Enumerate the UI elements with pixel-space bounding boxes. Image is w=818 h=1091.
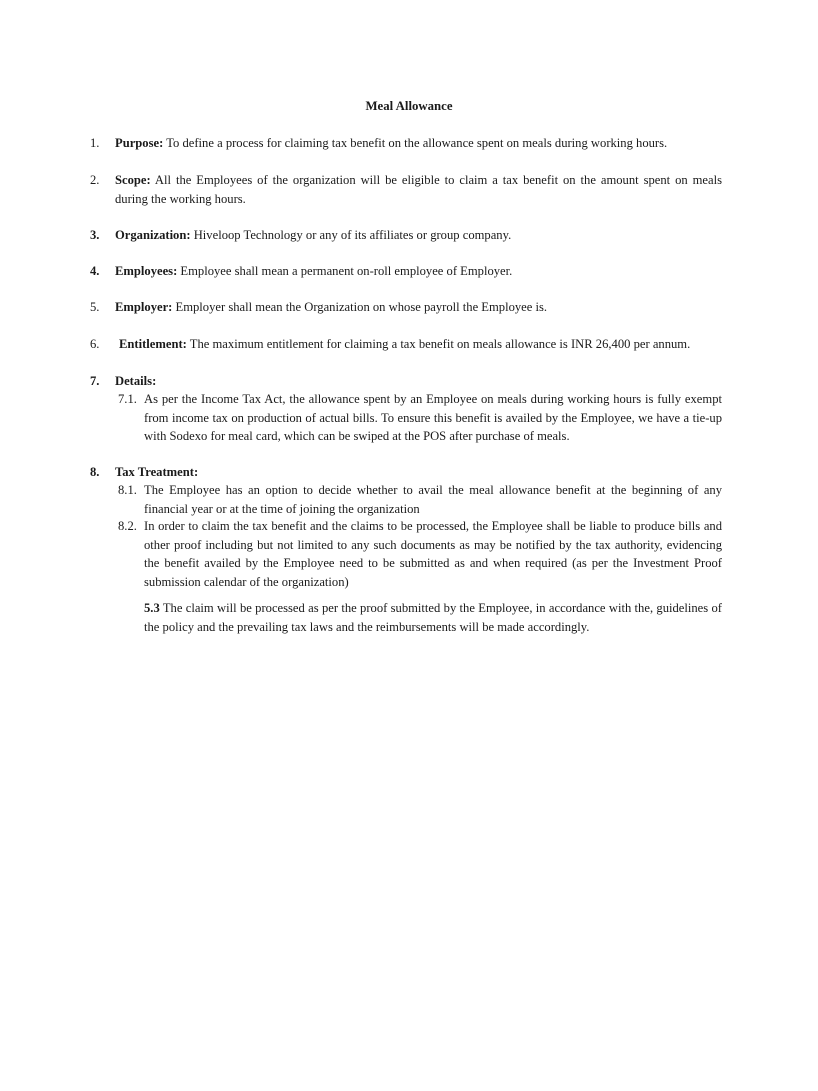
subsection-8-1 — [118, 481, 722, 518]
section-number: 5. — [90, 300, 100, 314]
section-scope — [90, 171, 722, 208]
document-title: Meal Allowance — [365, 99, 453, 113]
section-number: 2. — [90, 173, 100, 187]
section-entitlement — [90, 335, 722, 354]
section-organization — [90, 226, 722, 245]
section-lead: Employer: — [115, 300, 173, 314]
section-number: 4. — [90, 264, 100, 278]
section-details — [90, 372, 722, 391]
section-number: 3. — [90, 228, 100, 242]
section-text: To define a process for claiming tax benefit on the allowance spent on meals during working hours. — [163, 136, 668, 150]
section-purpose — [90, 134, 722, 153]
section-text: Employee shall mean a permanent on-roll employee of Employer. — [177, 264, 513, 278]
note-text: The claim will be processed as per the proof submitted by the Employee, in accordance with the, guidelines of the policy and the prevailing tax laws and the reimbursements will be made accordingly. — [144, 601, 722, 634]
section-number: 8. — [90, 465, 100, 479]
note-number: 5.3 — [144, 601, 160, 615]
subsection-number: 8.1. — [118, 483, 137, 497]
section-lead: Entitlement: — [119, 337, 187, 351]
section-lead: Scope: — [115, 173, 151, 187]
subsection-text: In order to claim the tax benefit and the claims to be processed, the Employee shall be liable to produce bills and other proof including but not limited to any such documents as may be notified by the tax authority, evidencing the benefit availed by the Employee need to be submitted as and when required (as per the Investment Proof submission calendar of the organization) — [144, 519, 722, 589]
section-lead: Purpose: — [115, 136, 164, 150]
section-text: Hiveloop Technology or any of its affiliates or group company. — [190, 228, 512, 242]
section-number: 6. — [90, 337, 100, 351]
section-lead: Employees: — [115, 264, 178, 278]
subsection-number: 8.2. — [118, 519, 137, 533]
section-tax-treatment — [90, 463, 722, 482]
claim-processing-note — [144, 599, 722, 636]
subsection-text: As per the Income Tax Act, the allowance spent by an Employee on meals during working hours is fully exempt from income tax on production of actual bills. To ensure this benefit is availed by the Employee, we have a tie-up with Sodexo for meal card, which can be swiped at the POS after purchase of meals. — [144, 392, 722, 443]
section-employees — [90, 262, 722, 281]
section-text: The maximum entitlement for claiming a tax benefit on meals allowance is INR 26,400 per annum. — [186, 337, 691, 351]
section-employer — [90, 298, 722, 317]
subsection-text: The Employee has an option to decide whether to avail the meal allowance benefit at the beginning of any financial year or at the time of joining the organization — [144, 483, 722, 516]
section-number: 7. — [90, 374, 100, 388]
section-lead: Tax Treatment: — [115, 465, 199, 479]
section-lead: Details: — [115, 374, 157, 388]
subsection-number: 7.1. — [118, 392, 137, 406]
subsection-7-1 — [118, 390, 722, 446]
section-lead: Organization: — [115, 228, 191, 242]
section-text: All the Employees of the organization will be eligible to claim a tax benefit on the amount spent on meals during the working hours. — [115, 173, 722, 206]
section-number: 1. — [90, 136, 100, 150]
subsection-8-2 — [118, 517, 722, 591]
section-text: Employer shall mean the Organization on whose payroll the Employee is. — [172, 300, 548, 314]
